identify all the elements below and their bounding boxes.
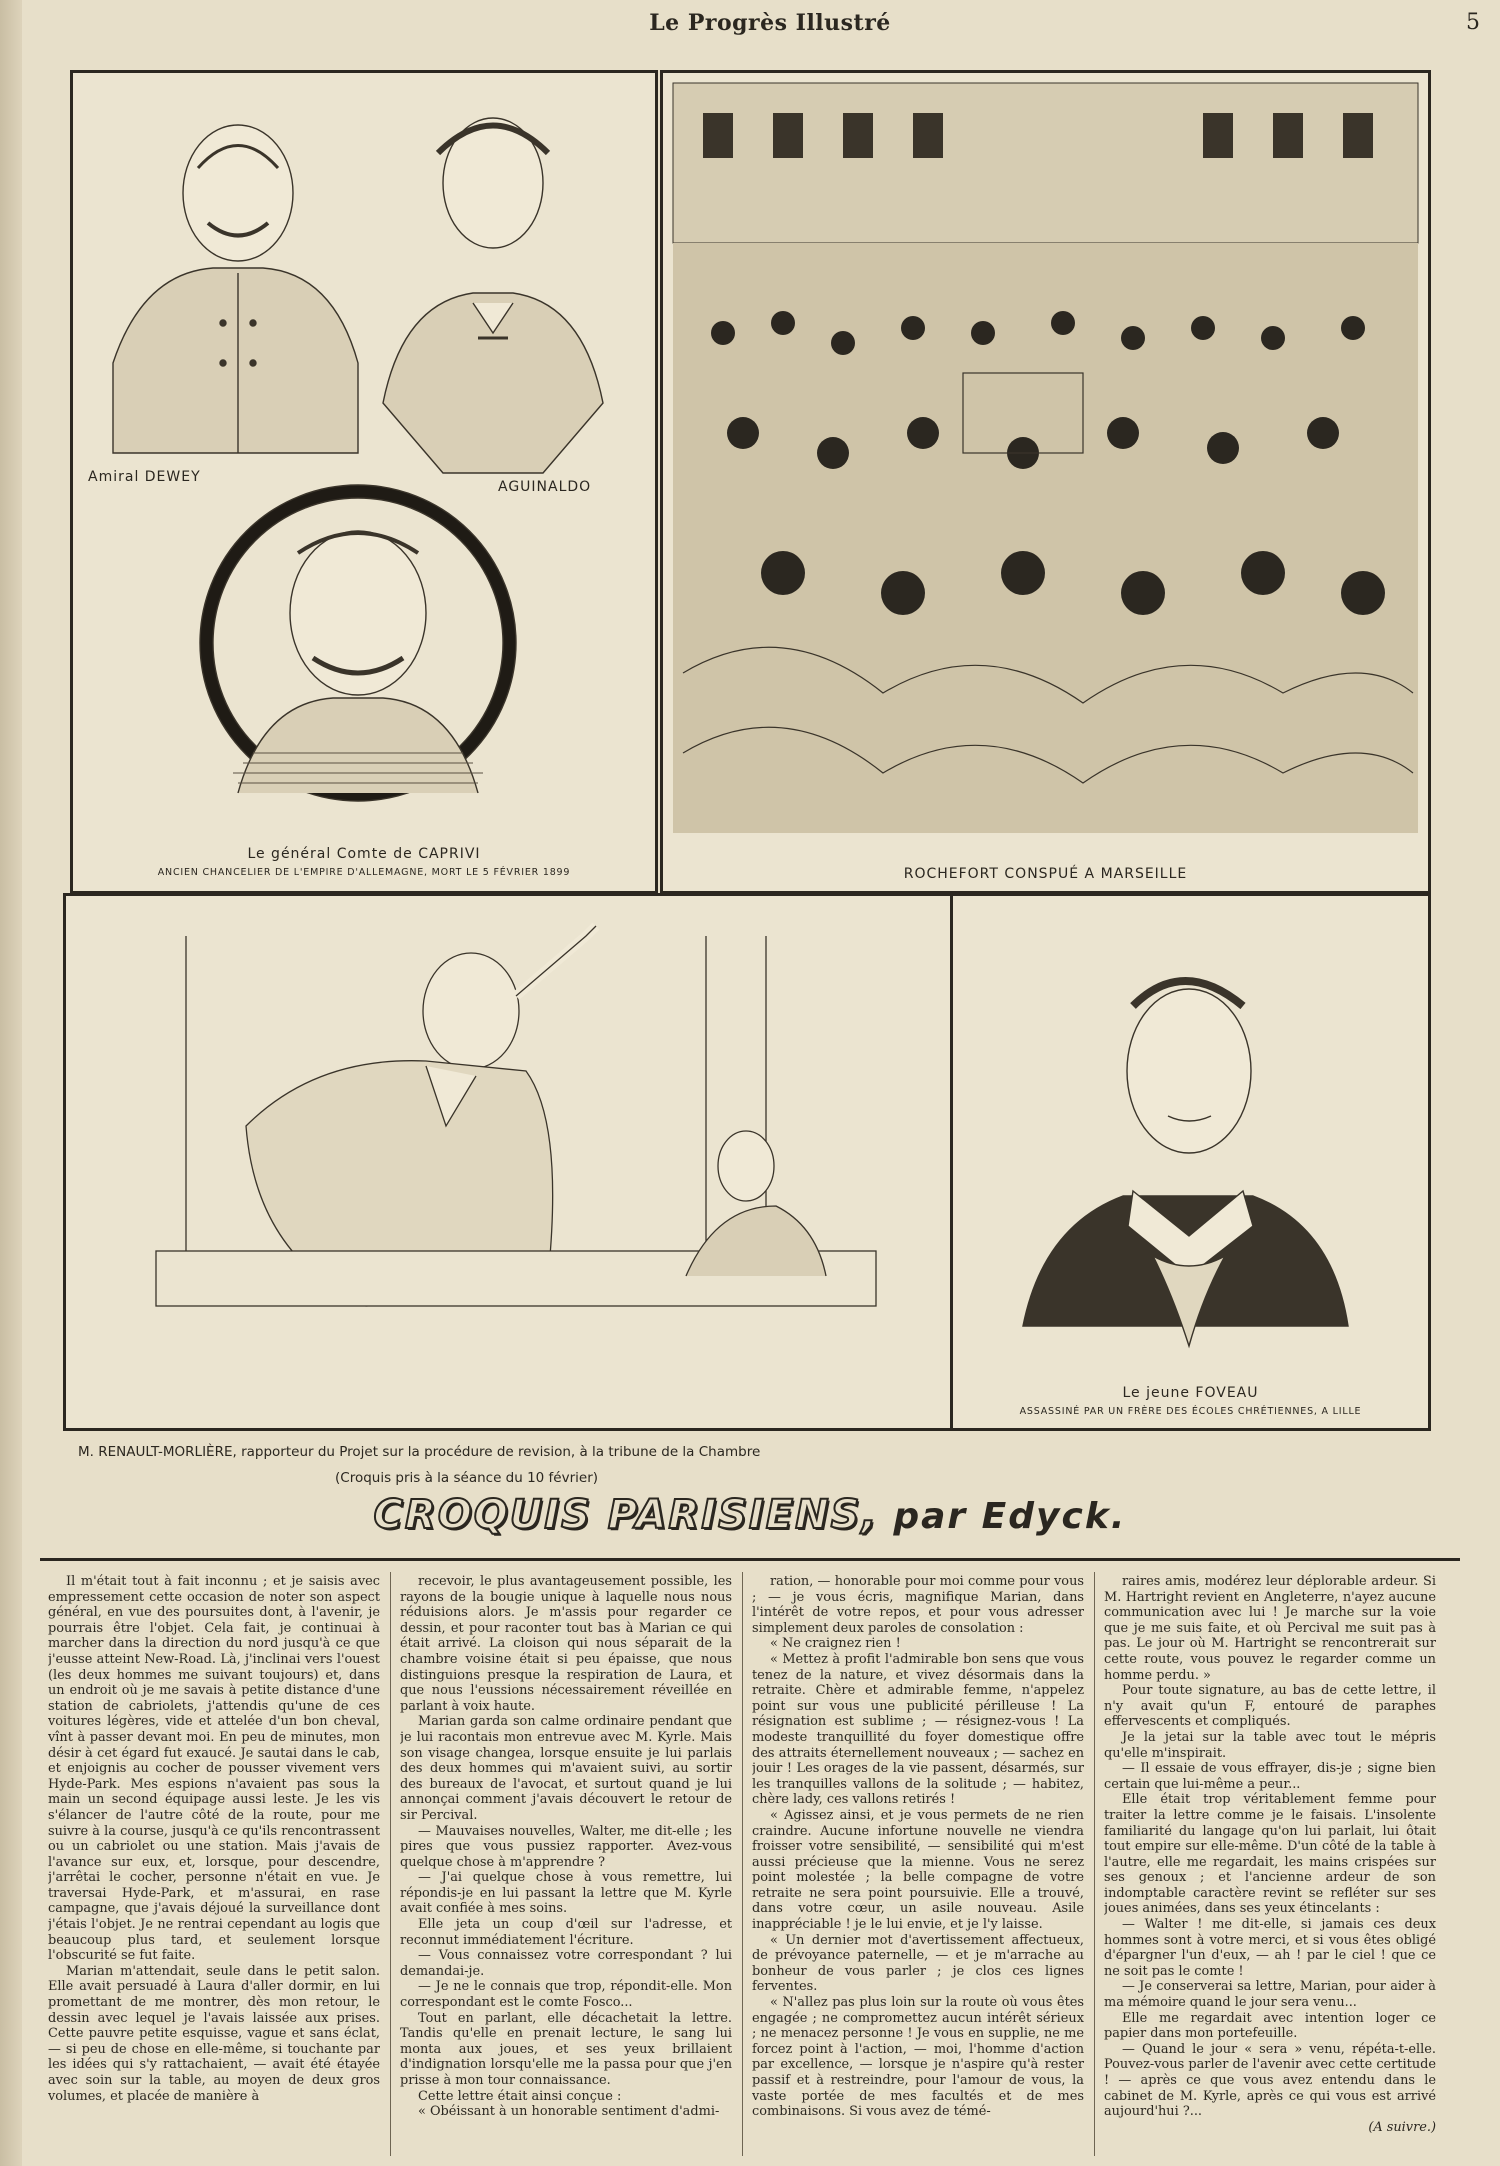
article-paragraph: ration, — honorable pour moi comme pour vous ; — je vous écris, magnifique Marian, dans l'intérêt de votre repos, et pour vous adresser simplement deux paroles de consolation : [752, 1574, 1084, 1636]
article-paragraph: Elle jeta un coup d'œil sur l'adresse, et reconnut immédiatement l'écriture. [400, 1917, 732, 1948]
article-paragraph: — J'ai quelque chose à vous remettre, lui répondis-je en lui passant la lettre que M. Kyrle avait confiée à mes soins. [400, 1870, 732, 1917]
caption-dewey: Amiral DEWEY [88, 469, 201, 485]
article-paragraph: Elle me regardait avec intention loger ce papier dans mon portefeuille. [1104, 2010, 1436, 2042]
article-column-2 [400, 1574, 732, 2154]
caption-rochefort: ROCHEFORT CONSPUÉ A MARSEILLE [903, 866, 1188, 882]
article-paragraph: Je la jetai sur la table avec tout le mépris qu'elle m'inspirait. [1104, 1729, 1436, 1761]
foveau-engraving [953, 896, 1428, 1376]
caption-foveau-desc: ASSASSINÉ PAR UN FRÈRE DES ÉCOLES CHRÉTIENNES, A LILLE [1019, 1406, 1362, 1417]
article-paragraph: Tout en parlant, elle décachetait la lettre. Tandis qu'elle en prenait lecture, le sang lui monta aux joues, et ses yeux brillaient d'indignation lorsqu'elle me la passa pour que j'en prisse à mon tour connaissance. [400, 2010, 732, 2088]
article-paragraph: « Ne craignez rien ! [770, 1636, 901, 1652]
column-rule [390, 1572, 391, 2156]
article-paragraph: « Obéissant à un honorable sentiment d'admi- [418, 2104, 720, 2120]
article-paragraph: « Agissez ainsi, et je vous permets de ne rien craindre. Aucune infortune nouvelle ne viendra froisser votre sensibilité, — sensibilité qui m'est aussi précieuse que la mienne. Vous ne serez point molestée ; la belle compagne de votre retraite ne sera point poursuivie. Elle a trouvé, dans votre cœur, un asile nouveau. Asile inappréciable ! je le lui envie, et je l'y laisse. [752, 1807, 1084, 1933]
rochefort-crowd-engraving [663, 73, 1428, 843]
article-title [0, 1492, 1500, 1538]
caption-renault: M. RENAULT-MORLIÈRE, rapporteur du Projet sur la procédure de revision, à la tribune de la Chambre [78, 1444, 761, 1460]
article-paragraph: — Mauvaises nouvelles, Walter, me dit-elle ; les pires que vous pussiez rapporter. Avez-vous quelque chose à m'apprendre ? [400, 1823, 732, 1870]
renault-engraving [66, 896, 951, 1428]
column-rule [742, 1572, 743, 2156]
rochefort-panel [660, 70, 1431, 894]
article-paragraph: raires amis, modérez leur déplorable ardeur. Si M. Hartright revient en Angleterre, n'ayez aucune communication avec lui ! Je marche sur la voie que je me suis faite, et où Percival me suit pas à pas. Le jour où M. Hartright se rencontrerait sur cette route, vous pouvez le regarder comme un homme perdu. » [1104, 1574, 1436, 1683]
article-paragraph: Il m'était tout à fait inconnu ; et je saisis avec empressement cette occasion de noter son aspect général, en vue des poursuites dont, à l'avenir, je pourrais être l'objet. Cela fait, je continuai à marcher dans la direction du nord jusqu'à ce que j'eusse atteint New-Road. Là, j'inclinai vers l'ouest (les deux hommes me suivant toujours) et, dans un endroit où je me savais à petite distance d'une station de cabriolets, j'attendis qu'une de ces voitures légères, vide et attelée d'un bon cheval, vînt à passer devant moi. En peu de minutes, mon désir à cet égard fut exaucé. Je sautai dans le cab, et enjoignis au cocher de pousser vivement vers Hyde-Park. Mes espions n'avaient pas sous la main un second équipage aussi leste. Je les vis s'élancer de l'autre côté de la route, pour me suivre à la course, jusqu'à ce qu'ils rencontrassent ou un cabriolet ou une station. Mais j'avais de l'avance sur eux, et, lorsque, pour descendre, j'arrêtai le cocher, personne n'était en vue. Je traversai Hyde-Park, et m'assurai, en rase campagne, que j'avais déjoué la surveillance dont j'étais l'objet. Je ne rentrai cependant au logis que beaucoup plus tard, et seulement lorsque l'obscurité se fut faite. [48, 1574, 380, 1964]
article-paragraph: Pour toute signature, au bas de cette lettre, il n'y avait qu'un F, entouré de paraphes effervescents et compliqués. [1104, 1683, 1436, 1730]
caption-foveau-name: Le jeune FOVEAU [1122, 1385, 1259, 1401]
column-rule [1094, 1572, 1095, 2156]
foveau-panel [950, 893, 1431, 1431]
article-paragraph: — Je ne le connais que trop, répondit-elle. Mon correspondant est le comte Fosco... [400, 1979, 732, 2011]
article-paragraph: Marian m'attendait, seule dans le petit salon. Elle avait persuadé à Laura d'aller dormir, en lui promettant de me montrer, dès mon retour, le dessin avec lequel je l'avais laissée aux prises. Cette pauvre petite esquisse, vague et sans éclat, — si peu de chose en elle-même, si touchante par les idées qui s'y rattachaient, — avait été étayée avec soin sur la table, au moyen de deux gros volumes, et placée de manière à [48, 1963, 380, 2104]
article-paragraph: — Walter ! me dit-elle, si jamais ces deux hommes sont à votre merci, et si vous êtes obligé d'épargner l'un d'eux, — ah ! par le ciel ! que ce ne soit pas le comte ! [1104, 1917, 1436, 1979]
article-paragraph: « N'allez pas plus loin sur la route où vous êtes engagée ; ne compromettez aucun intérêt sérieux ; ne menacez personne ! Je vous en supplie, ne me forcez point à l'action, — moi, l'homme d'action par excellence, — lorsque je n'aspire qu'à rester passif et à restreindre, pour l'amour de vous, la vaste portée de mes facultés et de mes combinaisons. Si vous avez de témé- [752, 1995, 1084, 2120]
caption-aguinaldo: AGUINALDO [498, 479, 592, 495]
article-paragraph: Cette lettre était ainsi conçue : [418, 2088, 622, 2104]
renault-panel [63, 893, 954, 1431]
article-column-4 [1104, 1574, 1436, 2154]
article-paragraph: — Il essaie de vous effrayer, dis-je ; signe bien certain que lui-même a peur... [1104, 1761, 1436, 1792]
article-title-text: CROQUIS PARISIENS, [373, 1492, 879, 1538]
article-paragraph: — Quand le jour « sera » venu, répéta-t-elle. Pouvez-vous parler de l'avenir avec cette certitude ! — après ce que vous avez entendu dans le cabinet de M. Kyrle, après ce qui vous est arrivé aujourd'hui ?... [1104, 2041, 1436, 2120]
article-byline: par Edyck. [893, 1496, 1127, 1537]
article-column-3 [752, 1574, 1084, 2154]
article-paragraph: Elle était trop véritablement femme pour traiter la lettre comme je le faisais. L'insolente familiarité du langage qu'on lui parlait, lui ôtait tout empire sur elle-même. D'un côté de la table à l'autre, elle me regardait, les mains crispées sur ses genoux ; et l'ancienne ardeur de son indomptable caractère revint se refléter sur ses joues animées, dans ses yeux étincelants : [1104, 1792, 1436, 1917]
article-paragraph: — Vous connaissez votre correspondant ? lui demandai-je. [400, 1948, 732, 1979]
title-rule [40, 1558, 1460, 1561]
binding-gutter [0, 0, 22, 2166]
newspaper-title: Le Progrès Illustré [649, 10, 891, 36]
caption-caprivi-name: Le général Comte de CAPRIVI [247, 846, 481, 862]
portraits-panel [70, 70, 658, 894]
page-header [60, 8, 1480, 40]
caption-caprivi-desc: ANCIEN CHANCELIER DE L'EMPIRE D'ALLEMAGNE, MORT LE 5 FÉVRIER 1899 [157, 867, 571, 878]
article-paragraph: — Je conserverai sa lettre, Marian, pour aider à ma mémoire quand le jour sera venu... [1104, 1979, 1436, 2011]
article-paragraph: « Mettez à profit l'admirable bon sens que vous tenez de la nature, et vivez désormais dans la retraite. Chère et admirable femme, n'appelez point sur vous une publicité périlleuse ! La résignation est sublime ; — résignez-vous ! La modeste tranquillité du foyer domestique offre des attraits éternellement nouveaux ; — sachez en jouir ! Les orages de la vie passent, désarmés, sur les tranquilles vallons de la solitude ; — habitez, chère lady, ces vallons retirés ! [752, 1651, 1084, 1808]
article-paragraph: Marian garda son calme ordinaire pendant que je lui racontais mon entrevue avec M. Kyrle. Mais son visage changea, lorsque ensuite je lui parlais des deux hommes qui m'avaient suivi, au sortir des bureaux de l'avocat, et surtout quand je lui annonçai comment j'avais découvert le retour de sir Percival. [400, 1714, 732, 1823]
caption-renault-sub: (Croquis pris à la séance du 10 février) [335, 1470, 599, 1486]
article-paragraph: « Un dernier mot d'avertissement affectueux, de prévoyance paternelle, — et je m'arrache au bonheur de vous parler ; je clos ces lignes ferventes. [752, 1932, 1084, 1995]
article-column-1 [48, 1574, 380, 2154]
article-paragraph: recevoir, le plus avantageusement possible, les rayons de la bougie unique à laquelle nous nous réduisions alors. Je m'assis pour regarder ce dessin, et pour raconter tout bas à Marian ce qui était arrivé. La cloison qui nous séparait de la chambre voisine était si peu épaisse, que nous distinguions presque la respiration de Laura, et que nous l'eussions nécessairement réveillée en parlant à voix haute. [400, 1574, 732, 1714]
to-be-continued: (A suivre.) [1368, 2119, 1436, 2135]
page-number: 5 [1466, 10, 1480, 35]
